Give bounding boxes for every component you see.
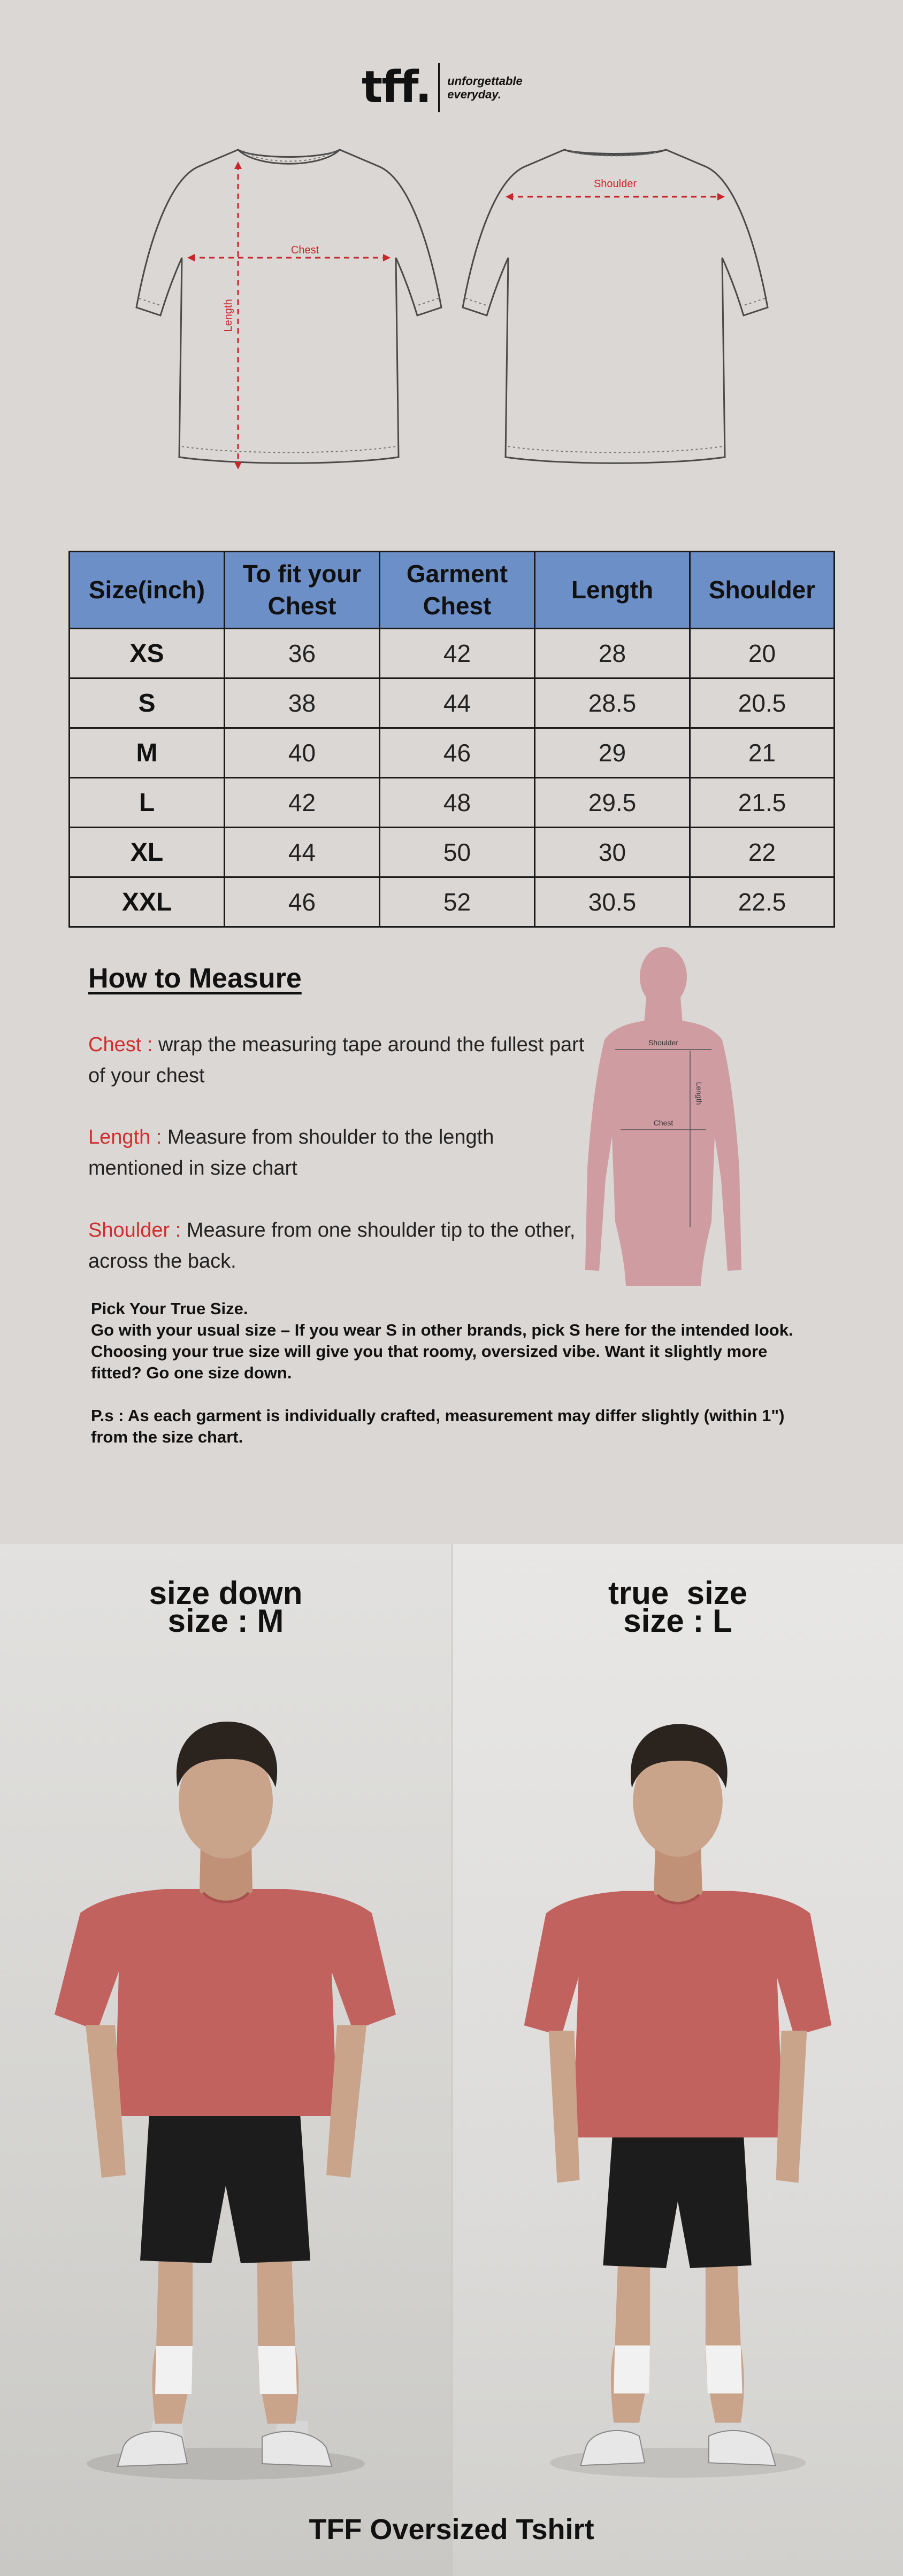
measure-instruction-shoulder — [88, 1215, 586, 1277]
tshirt-back-diagram — [455, 139, 776, 481]
header-fit-chest: To fit your Chest — [225, 552, 380, 629]
size-down-line1: size down — [149, 1575, 303, 1611]
model-photo — [453, 1544, 903, 2576]
shoulder-cell: 20 — [690, 629, 835, 678]
shoulder-label: Shoulder — [593, 178, 637, 190]
chest-label: Chest — [290, 244, 319, 256]
length-label: Length — [223, 299, 234, 332]
table-row — [70, 629, 835, 678]
table-row — [70, 678, 835, 728]
size-chart-table — [68, 551, 835, 928]
figure-length-label: Length — [695, 1082, 703, 1105]
tshirt-front-svg — [128, 139, 449, 481]
measure-instruction-chest — [88, 1029, 586, 1091]
fit-chest-cell: 38 — [225, 678, 380, 728]
garment-chest-cell: 42 — [380, 629, 535, 678]
size-notes — [91, 1298, 840, 1448]
fit-chest-cell: 40 — [225, 728, 380, 778]
length-cell: 29 — [535, 728, 690, 778]
brand-logo — [362, 63, 523, 112]
note-line: Pick Your True Size. — [91, 1299, 248, 1318]
shoulder-cell: 22.5 — [690, 877, 835, 927]
note-line: Go with your usual size – If you wear S in other brands, pick S here for the intended look. — [91, 1321, 793, 1339]
length-cell: 30 — [535, 828, 690, 877]
model-panel-size-down — [0, 1544, 451, 2576]
header-garment-chest: Garment Chest — [380, 552, 535, 629]
shoulder-cell: 22 — [690, 828, 835, 877]
note-line: from the size chart. — [91, 1428, 243, 1446]
fit-chest-cell: 44 — [225, 828, 380, 877]
logo-tagline — [447, 74, 523, 102]
table-row — [70, 728, 835, 778]
shoulder-cell: 21 — [690, 728, 835, 778]
garment-chest-cell: 46 — [380, 728, 535, 778]
table-row — [70, 877, 835, 927]
note-line: P.s : As each garment is individually crafted, measurement may differ slightly (within 1") — [91, 1406, 785, 1425]
garment-chest-cell: 44 — [380, 678, 535, 728]
table-row — [70, 828, 835, 877]
size-cell: XL — [70, 828, 225, 877]
size-cell: L — [70, 778, 225, 828]
logo-divider — [438, 63, 440, 112]
measure-instruction-length — [88, 1122, 586, 1184]
body-silhouette-svg — [583, 944, 744, 1297]
shoulder-cell: 20.5 — [690, 678, 835, 728]
size-cell: XS — [70, 629, 225, 678]
logo-wordmark: tff. — [362, 62, 431, 113]
true-size-title — [453, 1575, 903, 1639]
shoulder-cell: 21.5 — [690, 778, 835, 828]
header-length: Length — [535, 552, 690, 629]
tshirt-front-diagram — [128, 139, 449, 481]
figure-shoulder-label: Shoulder — [648, 1038, 679, 1047]
note-line: Choosing your true size will give you that roomy, oversized vibe. Want it slightly more — [91, 1342, 768, 1361]
body-measure-figure — [583, 944, 744, 1297]
size-cell: XXL — [70, 877, 225, 927]
tshirt-back-svg — [455, 139, 776, 481]
garment-chest-cell: 48 — [380, 778, 535, 828]
length-cell: 29.5 — [535, 778, 690, 828]
product-title: TFF Oversized Tshirt — [309, 2513, 594, 2546]
how-to-measure-title: How to Measure — [88, 963, 302, 994]
instruction-text: Measure from one shoulder tip to the other, across the back. — [88, 1219, 576, 1272]
garment-chest-cell: 50 — [380, 828, 535, 877]
instruction-term: Chest : — [88, 1034, 153, 1056]
instruction-text: Measure from shoulder to the length mentioned in size chart — [88, 1126, 494, 1179]
instruction-term: Shoulder : — [88, 1219, 181, 1241]
length-cell: 28.5 — [535, 678, 690, 728]
header-shoulder: Shoulder — [690, 552, 835, 629]
size-down-title — [0, 1575, 451, 1639]
header-size: Size(inch) — [70, 552, 225, 629]
table-header-row — [70, 552, 835, 629]
true-size-line1: true size — [608, 1575, 748, 1611]
model-photo — [0, 1544, 451, 2576]
size-cell: S — [70, 678, 225, 728]
length-cell: 28 — [535, 629, 690, 678]
garment-chest-cell: 52 — [380, 877, 535, 927]
note-line: fitted? Go one size down. — [91, 1363, 292, 1382]
fit-chest-cell: 42 — [225, 778, 380, 828]
tagline-line1: unforgettable — [447, 74, 523, 88]
figure-chest-label: Chest — [653, 1119, 674, 1127]
true-size-line2: size : L — [623, 1603, 732, 1639]
model-panel-true-size — [451, 1544, 903, 2576]
model-illustration — [453, 1544, 903, 2576]
size-cell: M — [70, 728, 225, 778]
fit-chest-cell: 36 — [225, 629, 380, 678]
tagline-line2: everyday. — [447, 88, 501, 101]
model-illustration — [0, 1544, 451, 2576]
table-row — [70, 778, 835, 828]
instruction-term: Length : — [88, 1126, 162, 1148]
instruction-text: wrap the measuring tape around the fullest part of your chest — [88, 1034, 585, 1087]
size-down-line2: size : M — [167, 1603, 284, 1639]
fit-chest-cell: 46 — [225, 877, 380, 927]
length-cell: 30.5 — [535, 877, 690, 927]
